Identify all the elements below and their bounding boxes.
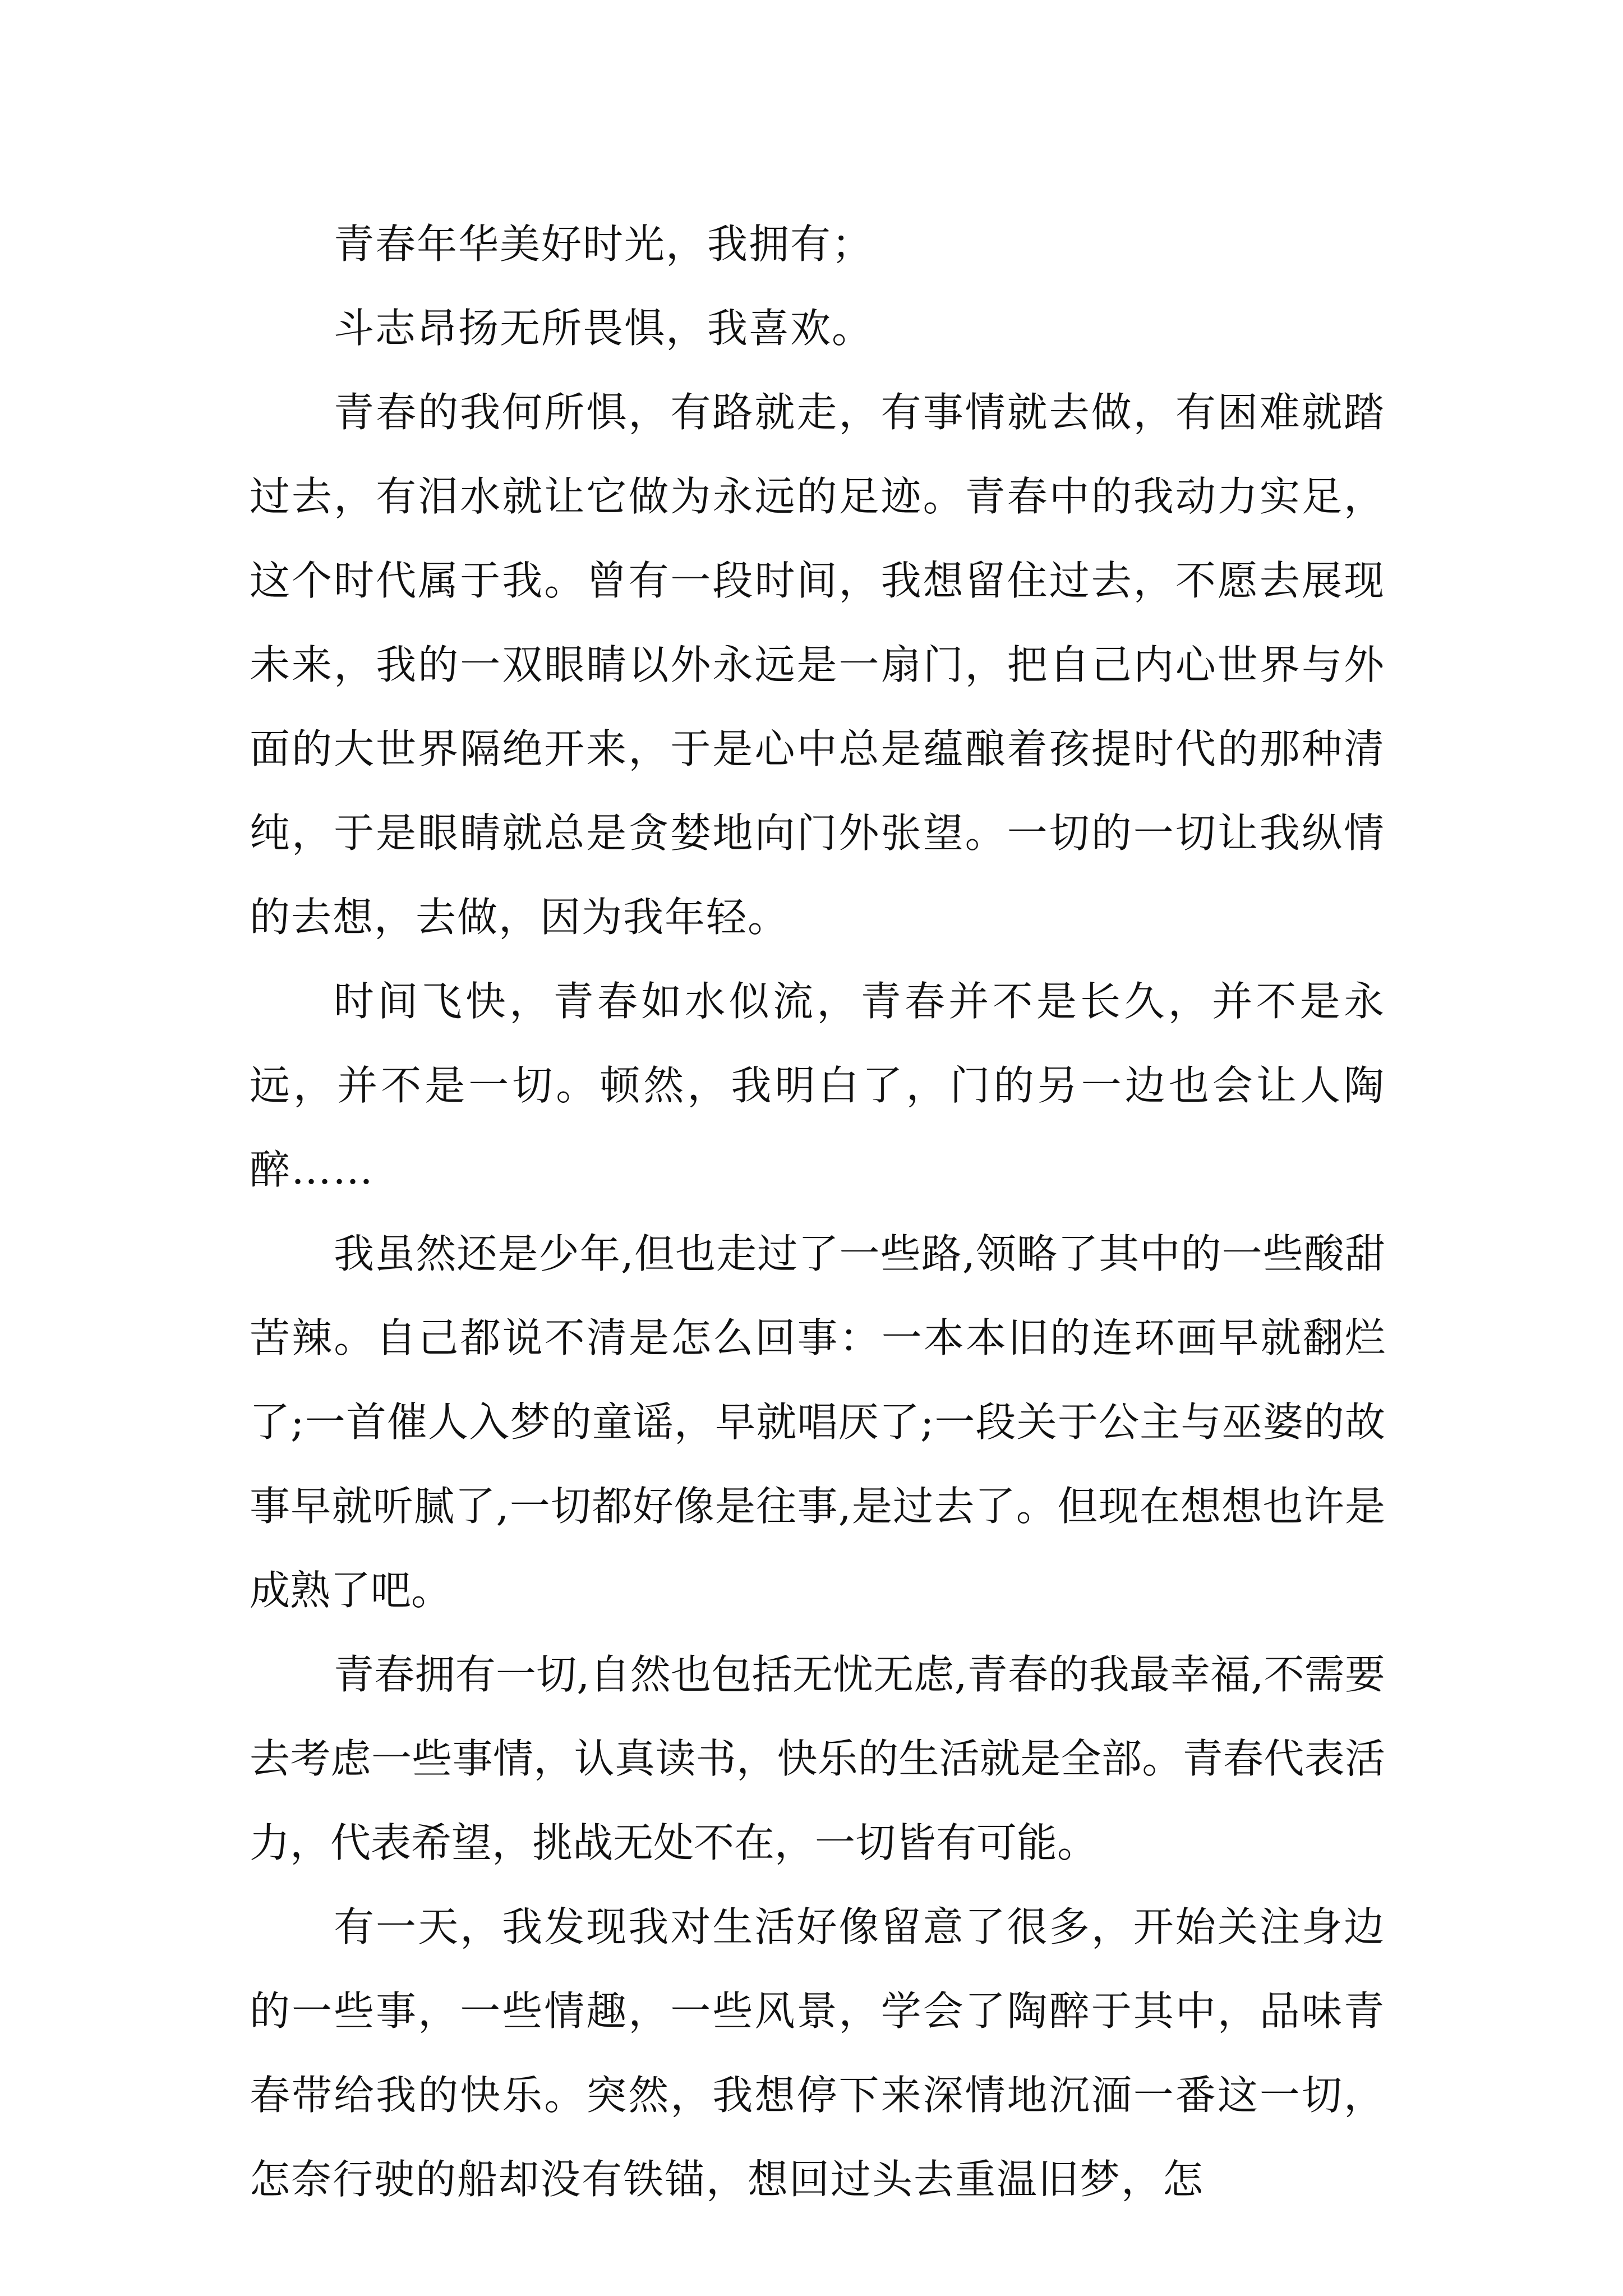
paragraph-1: 青春年华美好时光，我拥有；: [334, 220, 874, 268]
paragraph-7: 有一天，我发现我对生活好像留意了很多，开始关注身边的一些事，一些情趣，一些风景，学会了陶醉于其中，品味青春带给我的快乐。突然，我想停下来深情地沉湎一番这一切，怎奈行驶的船却没有铁锚，想回过头去重温旧梦，怎: [250, 1903, 1385, 2203]
paragraph-4: 时间飞快，青春如水似流，青春并不是长久，并不是永远，并不是一切。顿然，我明白了，门的另一边也会让人陶醉……: [250, 978, 1385, 1193]
paragraph-2: 斗志昂扬无所畏惧，我喜欢。: [334, 305, 874, 352]
document-body: [250, 202, 1385, 2221]
paragraph-6: 青春拥有一切,自然也包括无忧无虑,青春的我最幸福,不需要去考虑一些事情，认真读书，快乐的生活就是全部。青春代表活力，代表希望，挑战无处不在，一切皆有可能。: [250, 1651, 1385, 1866]
paragraph-5: 我虽然还是少年,但也走过了一些路,领略了其中的一些酸甜苦辣。自己都说不清是怎么回事：一本本旧的连环画早就翻烂了;一首催人入梦的童谣，早就唱厌了;一段关于公主与巫婆的故事早就听腻了,一切都好像是往事,是过去了。但现在想想也许是成熟了吧。: [250, 1230, 1385, 1614]
paragraph-3: 青春的我何所惧，有路就走，有事情就去做，有困难就踏过去，有泪水就让它做为永远的足迹。青春中的我动力实足，这个时代属于我。曾有一段时间，我想留住过去，不愿去展现未来，我的一双眼睛以外永远是一扇门，把自己内心世界与外面的大世界隔绝开来，于是心中总是蕴酿着孩提时代的那种清纯，于是眼睛就总是贪婪地向门外张望。一切的一切让我纵情的去想，去做，因为我年轻。: [250, 389, 1385, 941]
